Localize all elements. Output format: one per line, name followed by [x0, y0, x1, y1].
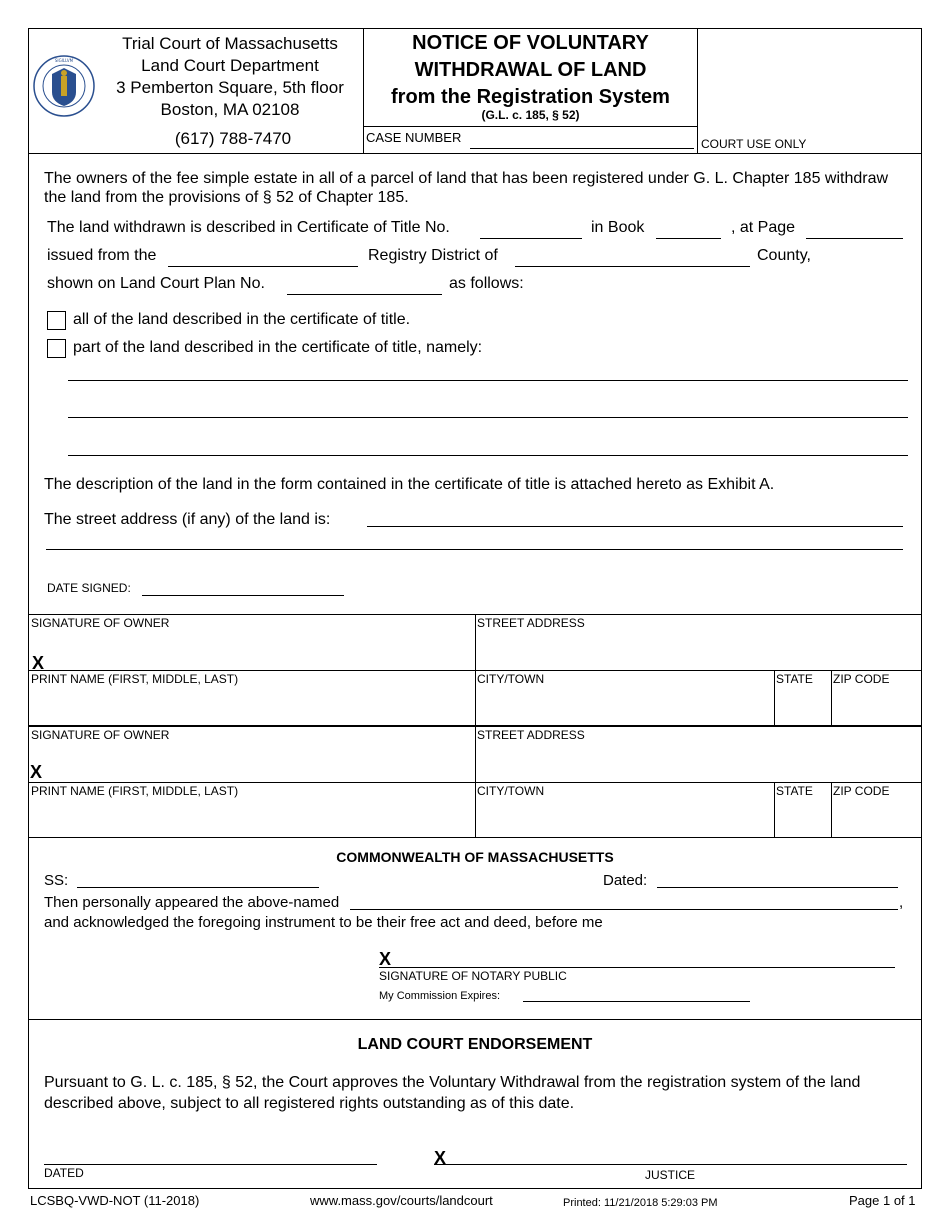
page-number: Page 1 of 1: [849, 1193, 916, 1208]
owner1-city-field[interactable]: [478, 686, 770, 724]
owner2-street-label: STREET ADDRESS: [477, 728, 585, 742]
notary-bottom-rule: [28, 1019, 922, 1020]
plan-number-label: shown on Land Court Plan No.: [47, 275, 265, 292]
owner2-zip-field[interactable]: [834, 798, 919, 835]
issued-from-field[interactable]: [168, 266, 358, 267]
date-signed-label: DATE SIGNED:: [47, 581, 131, 595]
form-id: LCSBQ-VWD-NOT (11-2018): [30, 1193, 200, 1208]
title-bottom-rule: [363, 126, 697, 127]
owner1-zip-divider: [831, 670, 832, 726]
court-url[interactable]: www.mass.gov/courts/landcourt: [310, 1193, 493, 1208]
owner1-zip-label: ZIP CODE: [833, 672, 890, 686]
case-number-label: CASE NUMBER: [366, 130, 462, 145]
intro-paragraph: The owners of the fee simple estate in all of a parcel of land that has been registered under G. L. Chapter 185 withdraw the land from the provisions of § 52 of Chapter 185.: [44, 170, 889, 206]
form-title: [364, 30, 697, 111]
part-land-label: part of the land described in the certificate of title, namely:: [73, 339, 483, 356]
part-description-line-1[interactable]: [68, 380, 908, 381]
massachusetts-seal-icon: [32, 54, 96, 118]
owner2-mid-rule: [28, 782, 922, 783]
notary-heading: COMMONWEALTH OF MASSACHUSETTS: [336, 849, 614, 865]
owner2-state-divider: [774, 782, 775, 837]
commission-label: My Commission Expires:: [379, 990, 501, 1002]
court-phone: (617) 788-7470: [174, 129, 292, 148]
owner2-signature-x: X: [30, 762, 43, 782]
owner2-zip-divider: [831, 782, 832, 837]
notary-signature-x: X: [379, 949, 392, 969]
court-line-1: Trial Court of Massachusetts: [122, 34, 338, 53]
case-number-field[interactable]: [470, 148, 694, 149]
owner1-state-divider: [774, 670, 775, 726]
printed-timestamp: Printed: 11/21/2018 5:29:03 PM: [563, 1197, 718, 1209]
book-field[interactable]: [656, 238, 721, 239]
street-address-question: The street address (if any) of the land is:: [44, 511, 331, 528]
justice-signature-field[interactable]: [434, 1164, 907, 1165]
owner1-city-label: CITY/TOWN: [477, 672, 545, 686]
endorsement-dated-field[interactable]: [44, 1164, 377, 1165]
justice-label: JUSTICE: [645, 1168, 696, 1182]
part-description-line-2[interactable]: [68, 417, 908, 418]
owner2-city-field[interactable]: [478, 798, 770, 835]
ss-label: SS:: [44, 872, 69, 889]
owner2-street-field[interactable]: [478, 742, 918, 780]
county-label: County,: [757, 247, 811, 264]
court-line-2: Land Court Department: [141, 56, 319, 75]
registry-district-field[interactable]: [515, 266, 750, 267]
owner2-city-label: CITY/TOWN: [477, 784, 545, 798]
owner1-print-name-label: PRINT NAME (FIRST, MIDDLE, LAST): [31, 672, 239, 686]
all-land-checkbox[interactable]: [47, 311, 66, 330]
header-bottom-rule: [28, 153, 922, 154]
owner2-print-name-field[interactable]: [31, 798, 471, 835]
owner2-signature-label: SIGNATURE OF OWNER: [31, 728, 170, 742]
owner2-signature-field[interactable]: [50, 742, 470, 780]
title-line-3: from the Registration System: [391, 86, 670, 108]
page-label: , at Page: [731, 219, 796, 236]
as-follows-label: as follows:: [449, 275, 524, 292]
notary-dated-field[interactable]: [657, 887, 898, 888]
notary-signature-label: SIGNATURE OF NOTARY PUBLIC: [379, 969, 567, 983]
book-label: in Book: [591, 219, 645, 236]
title-line-2: WITHDRAWAL OF LAND: [414, 59, 647, 81]
plan-number-field[interactable]: [287, 294, 442, 295]
court-use-only-label: COURT USE ONLY: [701, 137, 807, 151]
land-street-address-field[interactable]: [367, 526, 903, 527]
owner2-state-field[interactable]: [777, 798, 829, 835]
justice-signature-x: X: [434, 1148, 447, 1168]
appeared-comma: ,: [899, 894, 904, 911]
owner1-street-label: STREET ADDRESS: [477, 616, 585, 630]
endorsement-heading: LAND COURT ENDORSEMENT: [357, 1036, 593, 1053]
court-address: [100, 33, 360, 121]
certificate-title-label: The land withdrawn is described in Certificate of Title No.: [47, 219, 450, 236]
ss-field[interactable]: [77, 887, 319, 888]
part-land-checkbox[interactable]: [47, 339, 66, 358]
statute-citation: (G.L. c. 185, § 52): [481, 108, 580, 122]
part-description-line-3[interactable]: [68, 455, 908, 456]
court-line-4: Boston, MA 02108: [160, 100, 300, 119]
land-street-address-line-2[interactable]: [46, 549, 903, 550]
court-line-3: 3 Pemberton Square, 5th floor: [116, 78, 344, 97]
owner2-state-label: STATE: [776, 784, 813, 798]
owner1-signature-field[interactable]: [50, 630, 470, 668]
owner1-state-field[interactable]: [777, 686, 829, 724]
appeared-name-field[interactable]: [350, 909, 898, 910]
endorsement-dated-label: DATED: [44, 1166, 84, 1180]
owner1-zip-field[interactable]: [834, 686, 919, 724]
registry-district-label: Registry District of: [368, 247, 498, 264]
certificate-title-number-field[interactable]: [480, 238, 582, 239]
notary-signature-field[interactable]: [379, 967, 895, 968]
acknowledged-statement: and acknowledged the foregoing instrument to be their free act and deed, before me: [44, 914, 603, 931]
owner1-signature-label: SIGNATURE OF OWNER: [31, 616, 170, 630]
header-divider-2: [697, 28, 698, 154]
endorsement-text: Pursuant to G. L. c. 185, § 52, the Court approves the Voluntary Withdrawal from the registration system of the land described above, subject to all registered rights outstanding as of this date.: [44, 1074, 861, 1112]
page-field[interactable]: [806, 238, 903, 239]
commission-expires-field[interactable]: [523, 1001, 750, 1002]
date-signed-field[interactable]: [142, 595, 344, 596]
appeared-label: Then personally appeared the above-named: [44, 894, 340, 911]
issued-from-label: issued from the: [47, 247, 157, 264]
owner2-print-name-label: PRINT NAME (FIRST, MIDDLE, LAST): [31, 784, 239, 798]
svg-text:SIGILLVM: SIGILLVM: [54, 58, 74, 63]
owner-block-bottom-rule: [28, 837, 922, 838]
owner1-state-label: STATE: [776, 672, 813, 686]
owner1-print-name-field[interactable]: [31, 686, 471, 724]
owner2-zip-label: ZIP CODE: [833, 784, 890, 798]
title-line-1: NOTICE OF VOLUNTARY: [412, 32, 649, 54]
owner1-signature-x: X: [32, 653, 45, 673]
owner1-mid-rule: [28, 670, 922, 671]
notary-dated-label: Dated:: [603, 872, 648, 889]
owner1-street-field[interactable]: [478, 630, 918, 668]
exhibit-statement: The description of the land in the form contained in the certificate of title is attached hereto as Exhibit A.: [44, 476, 775, 493]
all-land-label: all of the land described in the certificate of title.: [73, 311, 411, 328]
